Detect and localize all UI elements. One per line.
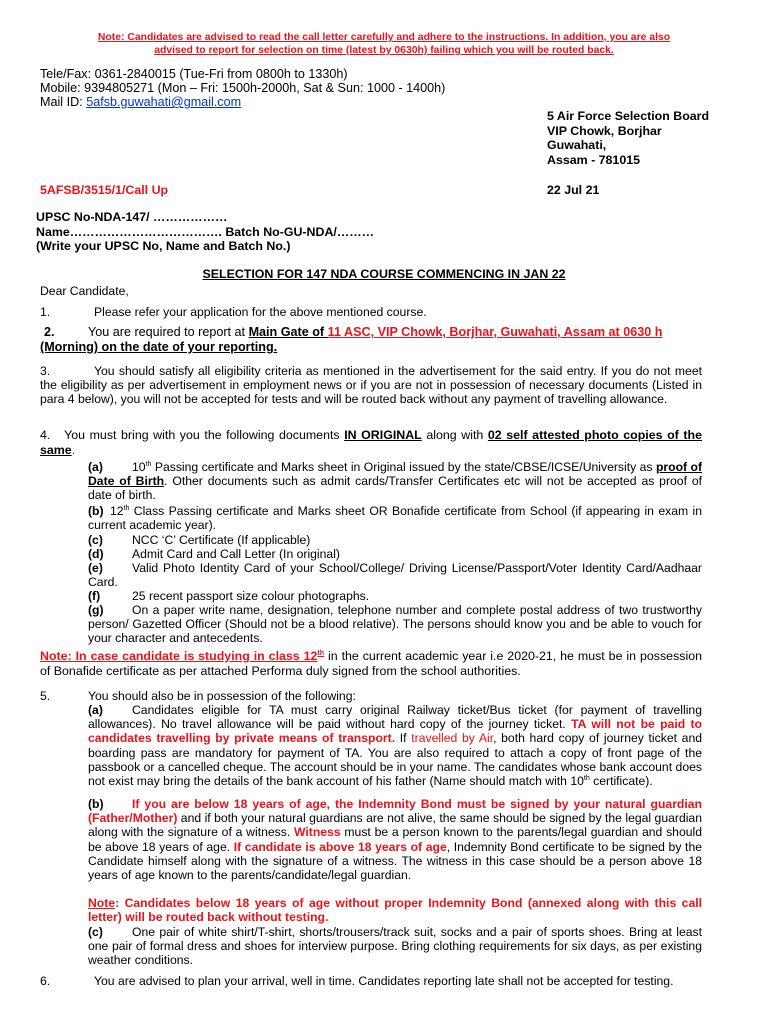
item-text: must be a person known to the parents/legal guardian and should be above 18 years of age.	[88, 825, 703, 854]
superscript: th	[123, 504, 130, 512]
name-batch: Name………………………………. Batch No-GU-NDA/………	[36, 224, 375, 239]
para-6	[40, 974, 702, 988]
address-block	[547, 109, 709, 167]
para-number: 4.	[40, 428, 51, 442]
top-note-line1: Note: Candidates are advised to read the call letter carefully and adhere to the instructions. In addition, you are also	[97, 32, 671, 43]
para-2-text: You are required to report at	[88, 325, 249, 339]
item-text: One pair of white shirt/T-shirt, shorts/trousers/track suit, socks and a pair of sports shoes. Bring at least one pair of formal dress and shoes for interview purpose. Bring clothing requirements for six days, as per existing weather conditions.	[88, 925, 702, 968]
item-highlight: If candidate is above 18 years of age	[233, 839, 447, 854]
para-5	[40, 689, 356, 703]
para-1-text: Please refer your application for the above mentioned course.	[94, 305, 427, 319]
candidate-block	[36, 210, 374, 254]
item-warning: If you are below 18 years of age, the Indemnity Bond must be signed by your natural guardian (Father/Mother)	[88, 797, 702, 826]
para-5-intro: You should also be in possession of the following:	[88, 689, 356, 703]
subject-heading: SELECTION FOR 147 NDA COURSE COMMENCING IN JAN 22	[202, 267, 566, 281]
item-text: Candidates eligible for TA must carry original Railway ticket/Bus ticket (for payment of travelling allowances). No travel allowance will be paid without hard copy of the journey ticket.	[88, 703, 702, 732]
item-4g	[88, 603, 702, 646]
item-warning: TA will not be paid to candidates travelling by private means of transport.	[88, 717, 703, 746]
item-4e	[88, 561, 702, 589]
top-note	[40, 31, 728, 57]
item-text: , Indemnity Bond certificate to be signed by the Candidate himself along with the signature of a witness. The witness in this case should be a person above 18 years of age known to the parents/candidate/legal guardian.	[88, 839, 702, 883]
item-highlight: Witness	[294, 825, 341, 840]
item-text: . Other documents such as admit cards/Transfer Certificates etc will not be accepted as proof of date of birth.	[88, 474, 702, 503]
para-4-copies: 02 self attested photo copies of the same	[40, 428, 702, 457]
para-number: 1.	[40, 305, 51, 319]
item-4b	[88, 504, 702, 532]
item-label: (f)	[88, 589, 101, 603]
para-3-text: You should satisfy all eligibility criteria as mentioned in the advertisement for the said entry. If you do not meet the eligibility as per advertisement in employment news or if you are not in possession of necessary documents (Listed in para 4 below), you will not be accepted for tests and will be routed back without any payment of travelling allowance.	[40, 364, 702, 407]
item-text: Admit Card and Call Letter (In original)	[132, 547, 340, 561]
para-4-original: IN ORIGINAL	[344, 428, 422, 442]
item-label: (c)	[88, 533, 103, 547]
para-4-text: You must bring with you the following documents	[64, 428, 345, 442]
item-label: (a)	[88, 460, 103, 474]
item-5a	[88, 703, 702, 788]
item-text: Valid Photo Identity Card of your School/College/ Driving License/Passport/Voter Identity Card/Aadhaar Card.	[88, 561, 702, 590]
superscript: th	[583, 774, 590, 782]
item-highlight: travelled by Air	[411, 731, 494, 746]
item-4d	[88, 547, 702, 561]
item-label: (a)	[88, 703, 103, 717]
para-2	[40, 325, 702, 355]
address-line: Assam - 781015	[547, 152, 640, 167]
para-4	[40, 428, 702, 457]
item-4f	[88, 589, 702, 603]
item-label: (e)	[88, 561, 103, 575]
mobile: Mobile: 9394805271 (Mon – Fri: 1500h-2000h, Sat & Sun: 1000 - 1400h)	[40, 81, 446, 95]
address-line: 5 Air Force Selection Board	[547, 109, 710, 123]
item-text: Passing certificate and Marks sheet in Original issued by the state/CBSE/ICSE/University as	[151, 460, 656, 474]
note-label: Note	[88, 896, 116, 910]
item-5b	[88, 797, 702, 882]
address-line: Guwahati,	[547, 138, 607, 152]
para-2-bold: Main Gate of	[248, 325, 328, 339]
mail-label: Mail ID:	[40, 95, 87, 109]
item-text: 10	[132, 460, 146, 474]
superscript: th	[145, 460, 152, 468]
superscript: th	[317, 649, 325, 657]
note-label: Note	[40, 649, 68, 663]
para-number: 3.	[40, 364, 51, 378]
para-2-location: 11 ASC, VIP Chowk, Borjhar, Guwahati, Assam at 0630 h	[327, 325, 663, 339]
item-5b-note	[88, 896, 702, 924]
para-4-text: along with	[421, 428, 488, 442]
contact-block	[40, 67, 445, 109]
mail-link[interactable]: 5afsb.guwahati@gmail.com	[86, 95, 242, 109]
item-text: On a paper write name, designation, telephone number and complete postal address of two trustworthy person/ Gazetted Officer (Should not be a blood relative). The persons should know you and be able to vouch for your character and antecedents.	[88, 603, 702, 646]
mail-row	[40, 95, 445, 109]
telfax: Tele/Fax: 0361-2840015 (Tue-Fri from 0800h to 1330h)	[40, 67, 348, 81]
item-text: 12	[110, 504, 124, 518]
para-number: 2.	[44, 325, 55, 339]
para-number: 6.	[40, 974, 51, 988]
item-5c	[88, 925, 702, 968]
item-4a	[88, 460, 702, 503]
note-text: : In case candidate is studying in class 12	[67, 649, 318, 663]
para-3	[40, 364, 702, 407]
address-line: VIP Chowk, Borjhar	[547, 123, 662, 138]
item-text: , both hard copy of journey ticket and boarding pass are mandatory for payment of TA. You are also required to attach a copy of front page of the passbook or a cancelled cheque. The account should be in your name. The candidates whose bank account does not exist may bring the details of the bank account of his father (Name should match with 10	[88, 731, 702, 789]
para-number: 5.	[40, 689, 51, 703]
reference-number: 5AFSB/3515/1/Call Up	[40, 183, 169, 197]
item-label: (g)	[88, 603, 104, 617]
para-2-morning: (Morning) on the date of your reporting.	[40, 340, 278, 354]
para-6-text: You are advised to plan your arrival, well in time. Candidates reporting late shall not be accepted for testing.	[94, 974, 674, 988]
top-note-line2: advised to report for selection on time (latest by 0630h) failing which you will be routed back.	[154, 45, 614, 56]
para-4-note	[40, 649, 702, 678]
letter-date: 22 Jul 21	[547, 183, 600, 197]
item-label: (b)	[88, 504, 104, 518]
item-text: certificate).	[589, 774, 653, 789]
salutation: Dear Candidate,	[40, 284, 129, 298]
item-text: Class Passing certificate and Marks sheet OR Bonafide certificate from School (if appearing in exam in current academic year).	[88, 504, 702, 533]
item-label: (c)	[88, 925, 103, 939]
write-instruction: (Write your UPSC No, Name and Batch No.)	[36, 239, 291, 254]
item-bold: proof of Date of Birth	[88, 460, 703, 489]
item-label: (b)	[88, 797, 104, 811]
item-4c	[88, 533, 702, 547]
item-text: If	[395, 731, 412, 746]
upsc-number: UPSC No-NDA-147/ ………………	[36, 210, 228, 224]
item-text: and if both your natural guardians are not alive, the same should be signed by the legal guardian along with the signature of a witness.	[88, 811, 702, 840]
para-1	[40, 305, 427, 319]
item-label: (d)	[88, 547, 104, 561]
item-text: NCC ‘C’ Certificate (If applicable)	[132, 533, 311, 547]
note-text: in the current academic year i.e 2020-21, he must be in possession of Bonafide certificate as per attached Performa duly signed from the school authorities.	[40, 649, 702, 678]
item-text: 25 recent passport size colour photographs.	[132, 589, 370, 603]
note-text: : Candidates below 18 years of age without proper Indemnity Bond (annexed along with this call letter) will be routed back without testing.	[88, 896, 702, 925]
para-4-text: .	[71, 442, 76, 457]
